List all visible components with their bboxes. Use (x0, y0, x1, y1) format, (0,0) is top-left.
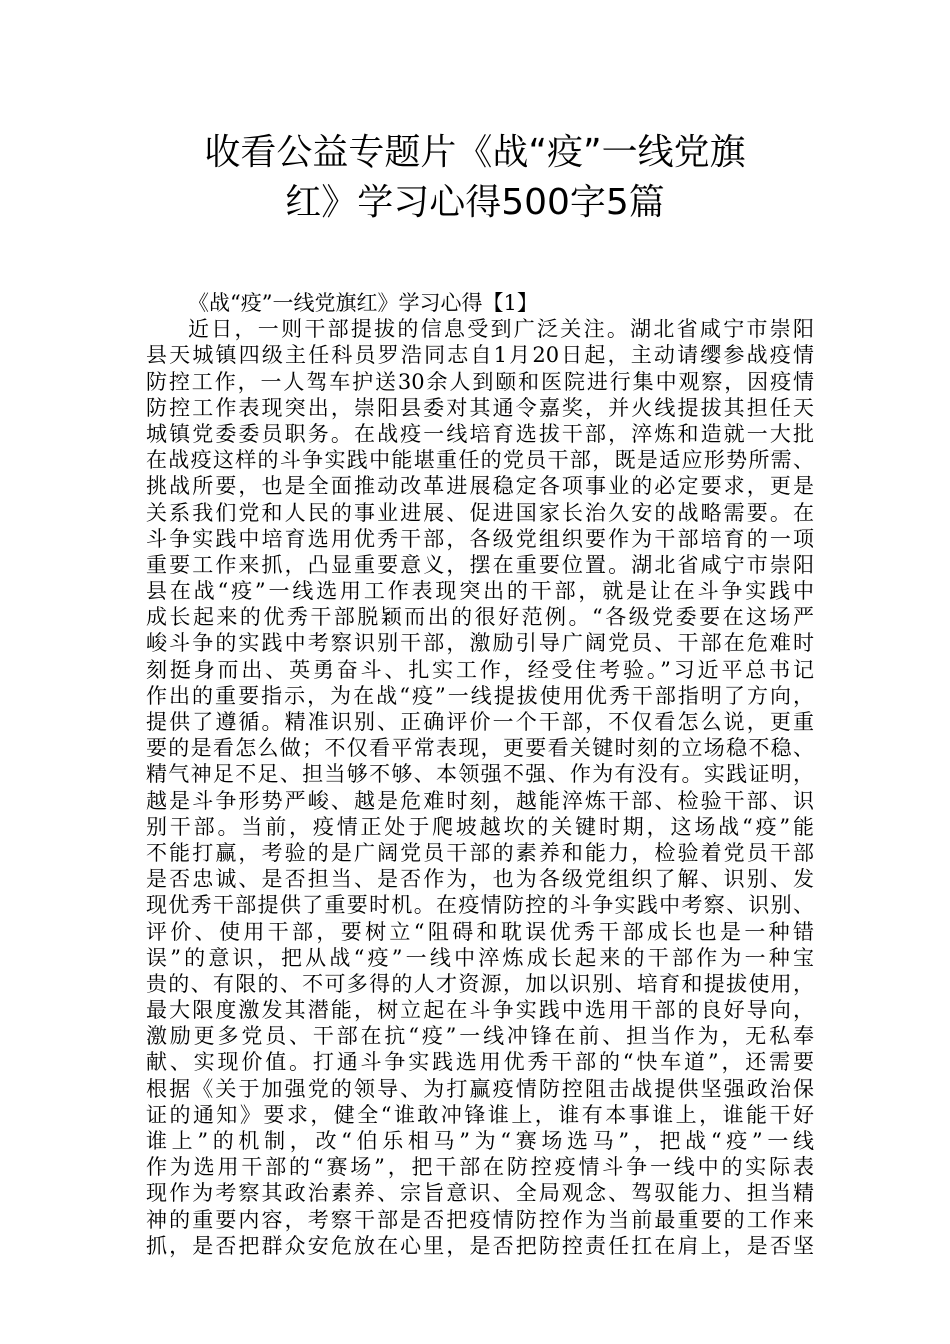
paragraph-line: 最大限度激发其潜能，树立起在斗争实践中选用干部的良好导向， (146, 998, 814, 1023)
paragraph-line: 县天城镇四级主任科员罗浩同志自1月20日起，主动请缨参战疫情 (146, 343, 814, 368)
paragraph-line: 神的重要内容，考察干部是否把疫情防控作为当前最重要的工作来 (146, 1207, 814, 1232)
section-heading: 《战“疫”一线党旗红》学习心得【1】 (188, 291, 538, 315)
paragraph-line: 作为选用干部的“赛场”，把干部在防控疫情斗争一线中的实际表 (146, 1155, 814, 1180)
paragraph-line: 谁上”的机制，改“伯乐相马”为“赛场选马”，把战“疫”一线 (146, 1129, 814, 1153)
paragraph-line: 现作为考察其政治素养、宗旨意识、全局观念、驾驭能力、担当精 (146, 1181, 814, 1206)
paragraph-line: 评价、使用干部，要树立“阻碍和耽误优秀干部成长也是一种错 (146, 919, 814, 944)
paragraph-line: 峻斗争的实践中考察识别干部，激励引导广阔党员、干部在危难时 (146, 631, 814, 656)
document-body (146, 290, 814, 1259)
paragraph-line: 成长起来的优秀干部脱颖而出的很好范例。“各级党委要在这场严 (146, 605, 814, 630)
paragraph-line: 激励更多党员、干部在抗“疫”一线冲锋在前、担当作为，无私奉 (146, 1024, 814, 1049)
paragraph-line: 献、实现价值。打通斗争实践选用优秀干部的“快车道”，还需要 (146, 1050, 814, 1075)
paragraph-line: 要的是看怎么做；不仅看平常表现，更要看关键时刻的立场稳不稳、 (146, 736, 814, 761)
paragraph-line: 近日，一则干部提拔的信息受到广泛关注。湖北省咸宁市崇阳 (188, 317, 814, 342)
paragraph-line: 根据《关于加强党的领导、为打赢疫情防控阻击战提供坚强政治保 (146, 1076, 814, 1101)
paragraph-line: 误”的意识，把从战“疫”一线中淬炼成长起来的干部作为一种宝 (146, 945, 814, 970)
paragraph-line: 越是斗争形势严峻、越是危难时刻，越能淬炼干部、检验干部、识 (146, 788, 814, 813)
paragraph-line: 重要工作来抓，凸显重要意义，摆在重要位置。湖北省咸宁市崇阳 (146, 552, 814, 577)
paragraph-line: 贵的、有限的、不可多得的人才资源，加以识别、培育和提拔使用， (146, 971, 814, 996)
paragraph-line: 提供了遵循。精准识别、正确评价一个干部，不仅看怎么说，更重 (146, 710, 814, 734)
paragraph-line: 防控工作，一人驾车护送30余人到颐和医院进行集中观察，因疫情 (146, 369, 814, 394)
paragraph-line: 精气神足不足、担当够不够、本领强不强、作为有没有。实践证明， (146, 762, 814, 787)
paragraph-line: 防控工作表现突出，崇阳县委对其通令嘉奖，并火线提拔其担任天 (146, 395, 814, 420)
paragraph-line: 斗争实践中培育选用优秀干部，各级党组织要作为干部培育的一项 (146, 526, 814, 551)
paragraph-line: 证的通知》要求，健全“谁敢冲锋谁上，谁有本事谁上，谁能干好 (146, 1102, 814, 1127)
paragraph-line: 不能打赢，考验的是广阔党员干部的素养和能力，检验着党员干部 (146, 840, 814, 865)
paragraph-line: 现优秀干部提供了重要时机。在疫情防控的斗争实践中考察、识别、 (146, 893, 814, 918)
document-title (120, 128, 830, 228)
title-line: 收看公益专题片《战“疫”一线党旗 (204, 132, 746, 173)
paragraph-line: 别干部。当前，疫情正处于爬坡越坎的关键时期，这场战“疫”能 (146, 814, 814, 839)
paragraph-line: 在战疫这样的斗争实践中能堪重任的党员干部，既是适应形势所需、 (146, 448, 814, 473)
paragraph-line: 挑战所要，也是全面推动改革进展稳定各项事业的必定要求，更是 (146, 474, 814, 499)
paragraph-line: 是否忠诚、是否担当、是否作为，也为各级党组织了解、识别、发 (146, 867, 814, 892)
title-line: 红》学习心得500字5篇 (285, 182, 665, 223)
paragraph-line: 城镇党委委员职务。在战疫一线培育选拔干部，淬炼和造就一大批 (146, 421, 814, 446)
paragraph-line: 县在战“疫”一线选用工作表现突出的干部，就是让在斗争实践中 (146, 579, 814, 604)
paragraph-line: 抓，是否把群众安危放在心里，是否把防控责任扛在肩上，是否坚 (146, 1233, 814, 1258)
paragraph-line: 刻挺身而出、英勇奋斗、扎实工作，经受住考验。”习近平总书记 (146, 657, 814, 682)
paragraph-line: 关系我们党和人民的事业进展、促进国家长治久安的战略需要。在 (146, 500, 814, 525)
paragraph-line: 作出的重要指示，为在战“疫”一线提拔使用优秀干部指明了方向， (146, 683, 814, 708)
